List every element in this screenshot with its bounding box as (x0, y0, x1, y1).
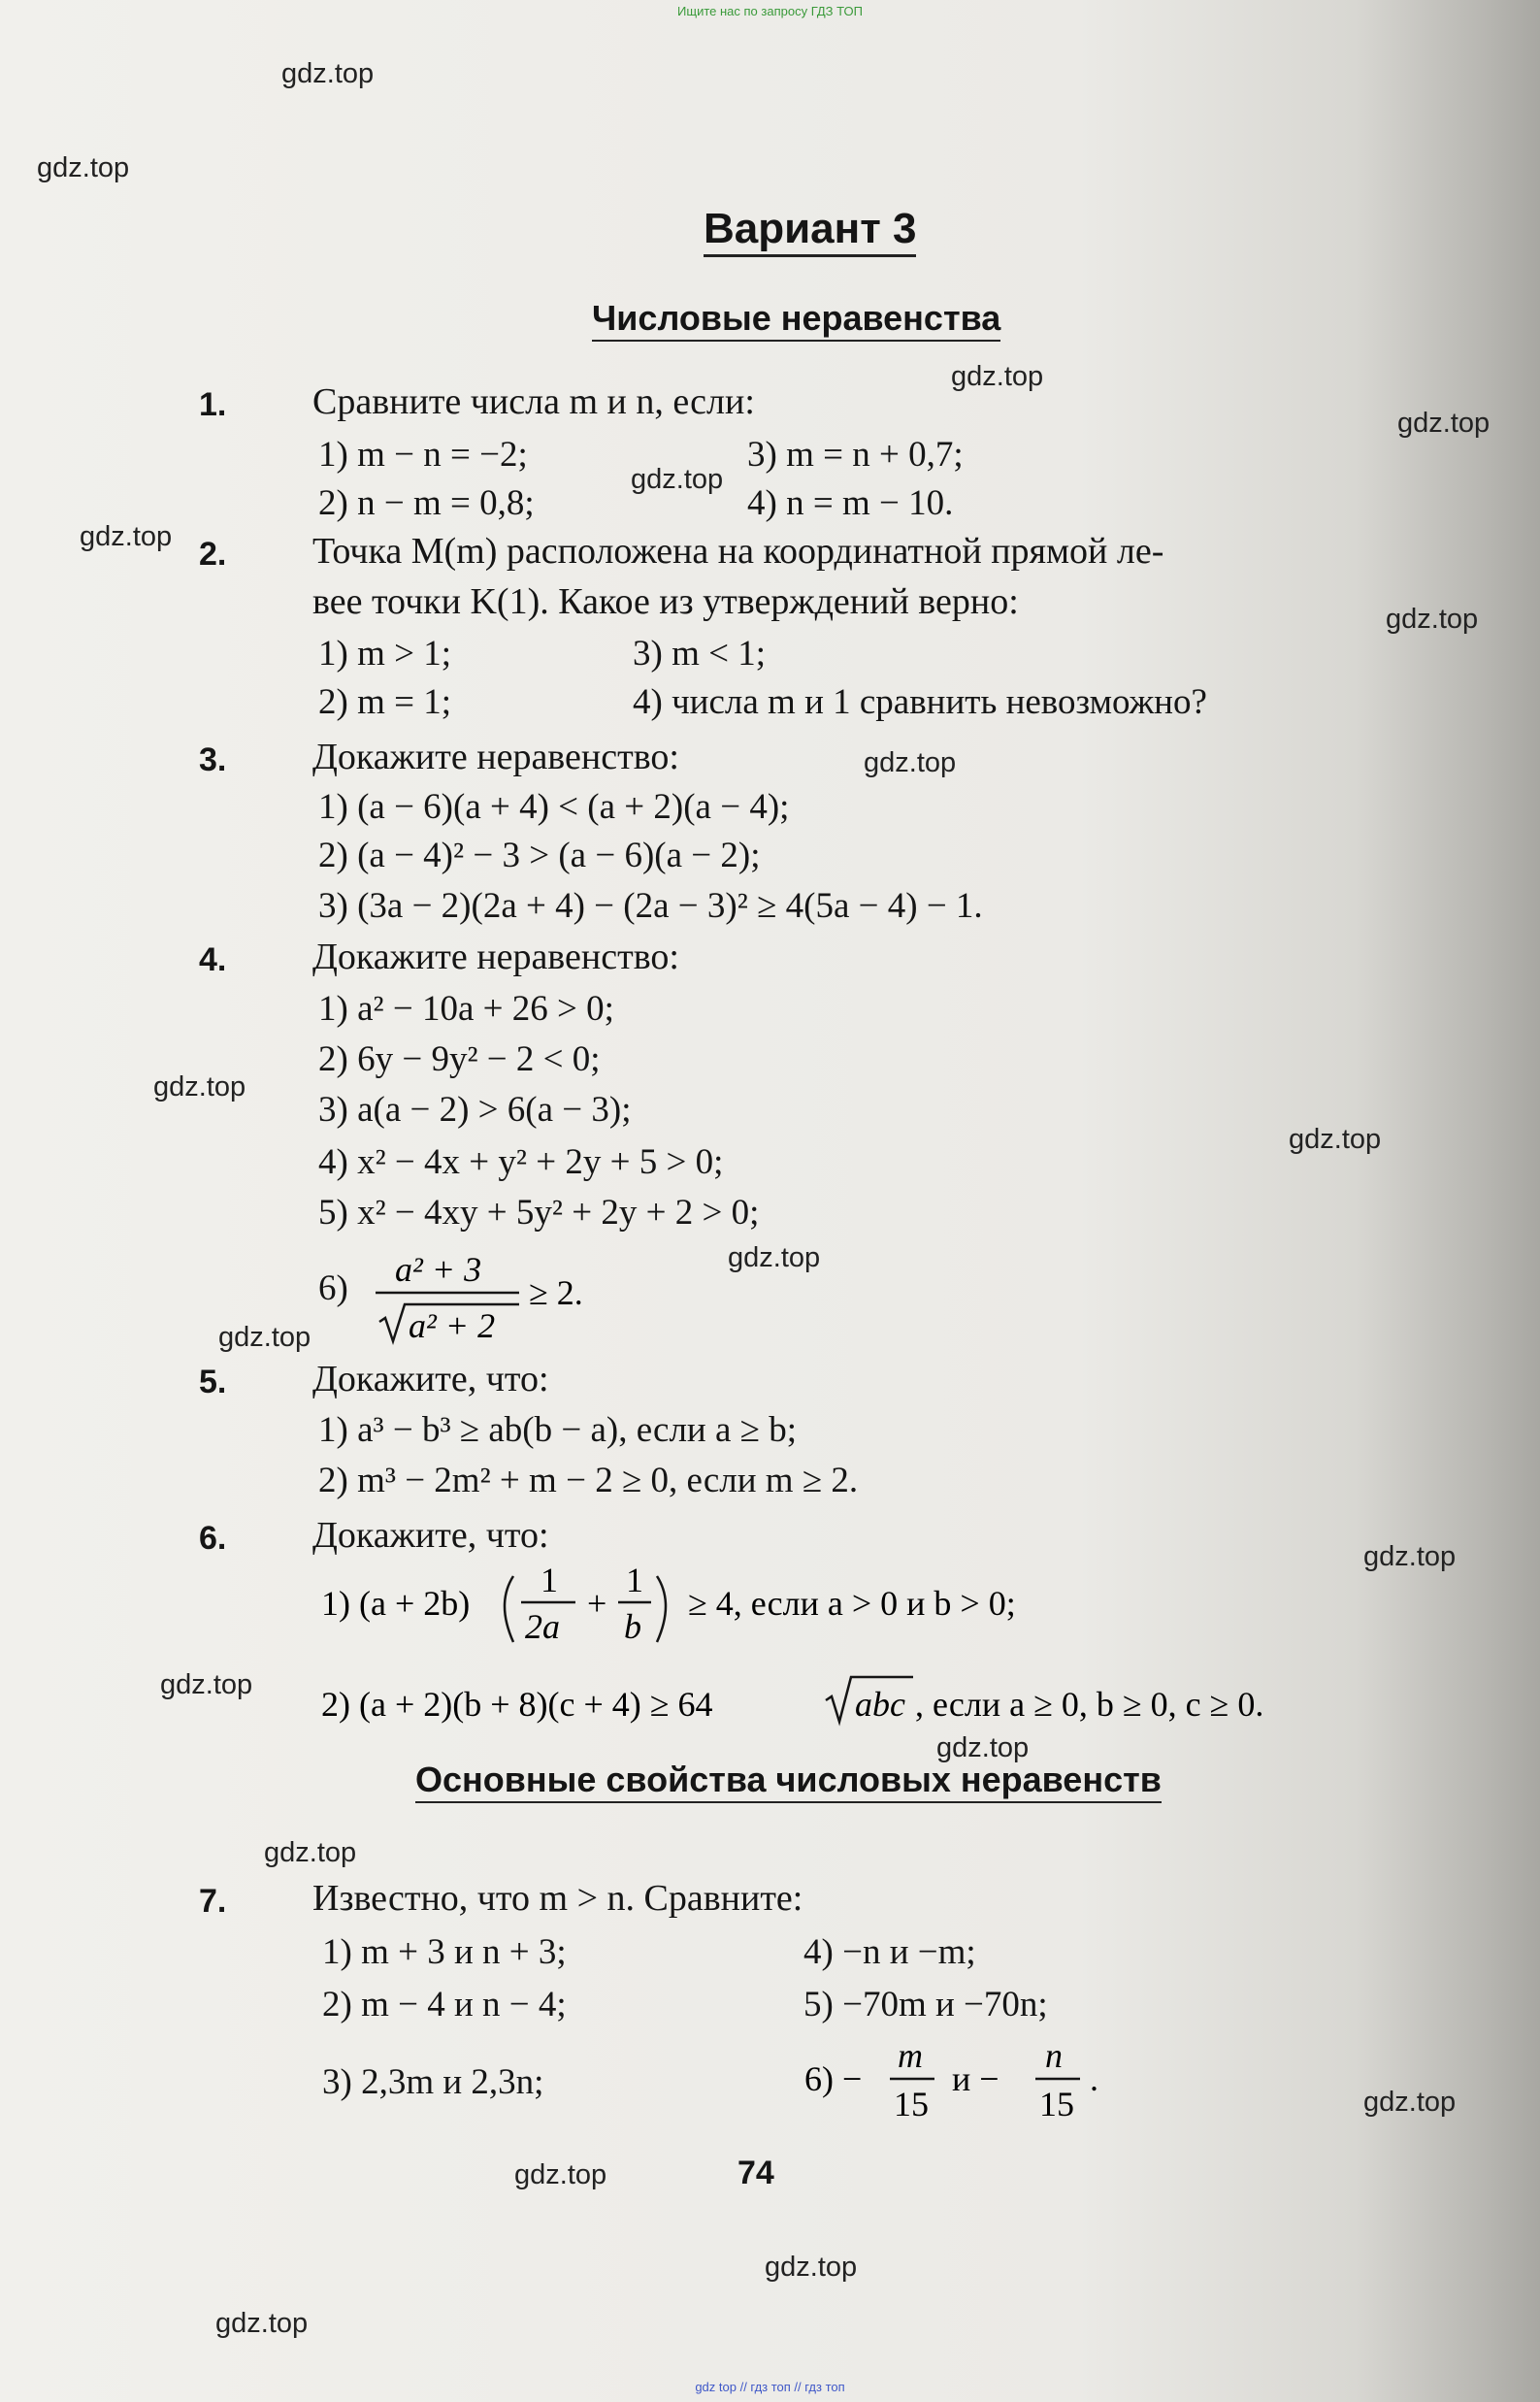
task-item: 2) (a − 4)² − 3 > (a − 6)(a − 2); (318, 836, 761, 875)
expr-end: . (1090, 2059, 1098, 2098)
task-item: 1) m − n = −2; (318, 435, 528, 475)
expr-head: 2) (a + 2)(b + 8)(c + 4) ≥ 64 (321, 1685, 713, 1724)
task-item: 1) m > 1; (318, 634, 451, 674)
task-statement: Докажите, что: (312, 1359, 549, 1399)
task-item: 3) m < 1; (633, 634, 766, 674)
bottom-note: gdz top // гдз топ // гдз топ (695, 2380, 845, 2394)
task-item: 3) (3a − 2)(2a + 4) − (2a − 3)² ≥ 4(5a − 4) − 1. (318, 886, 983, 926)
task-statement: Докажите, что: (312, 1515, 549, 1556)
watermark: gdz.top (951, 361, 1044, 392)
watermark: gdz.top (1289, 1124, 1382, 1155)
watermark: gdz.top (264, 1837, 357, 1868)
section-heading: Числовые неравенства (592, 297, 1000, 342)
task-item: 5) −70m и −70n; (803, 1985, 1048, 2024)
section-heading: Основные свойства числовых неравенств (415, 1759, 1162, 1803)
fraction-numerator: a² + 3 (395, 1250, 482, 1289)
task-item: 1) a² − 10a + 26 > 0; (318, 989, 614, 1029)
right-paren (657, 1576, 666, 1642)
task-item: 2) m³ − 2m² + m − 2 ≥ 0, если m ≥ 2. (318, 1461, 859, 1500)
task-statement: Сравните числа m и n, если: (312, 381, 755, 422)
watermark: gdz.top (765, 2252, 858, 2283)
task-number: 1. (199, 386, 227, 423)
fraction-tail: ≥ 2. (529, 1273, 583, 1312)
watermark: gdz.top (153, 1071, 246, 1102)
task-item: 2) n − m = 0,8; (318, 483, 535, 523)
expr-head: 6) − (804, 2059, 863, 2098)
task-number: 2. (199, 536, 227, 573)
fraction-numerator: m (898, 2036, 923, 2075)
task-item: 4) −n и −m; (803, 1932, 976, 1972)
task-number: 6. (199, 1520, 227, 1557)
fraction-numerator: 1 (541, 1561, 558, 1599)
fraction-numerator: n (1045, 2036, 1063, 2075)
task-number: 4. (199, 941, 227, 978)
task-item: 4) x² − 4x + y² + 2y + 5 > 0; (318, 1142, 724, 1182)
inequality-7-6 (801, 2026, 1286, 2133)
task-statement: Докажите неравенство: (312, 737, 679, 777)
plus-sign: + (587, 1584, 607, 1623)
watermark: gdz.top (1363, 2087, 1457, 2118)
task-number: 7. (199, 1883, 227, 1920)
task-statement: Докажите неравенство: (312, 937, 679, 977)
page-title: Вариант 3 (704, 204, 916, 257)
fraction-expression (374, 1244, 587, 1353)
top-note: Ищите нас по запросу ГДЗ ТОП (677, 4, 863, 18)
watermark: gdz.top (728, 1242, 821, 1273)
fraction-denominator: 2a (525, 1607, 560, 1646)
page-number: 74 (737, 2155, 774, 2191)
task-item: 3) m = n + 0,7; (747, 435, 964, 475)
task-item: 2) 6y − 9y² − 2 < 0; (318, 1039, 601, 1079)
watermark: gdz.top (1386, 604, 1479, 635)
watermark: gdz.top (1397, 408, 1491, 439)
expr-head: 1) (a + 2b) (321, 1584, 471, 1623)
task-statement: Точка M(m) расположена на координатной прямой ле- (312, 531, 1164, 572)
task-statement: вее точки K(1). Какое из утверждений верно: (312, 581, 1019, 622)
fraction-numerator: 1 (626, 1561, 643, 1599)
task-number: 5. (199, 1364, 227, 1400)
fraction-denominator: b (624, 1607, 641, 1646)
inequality-6-1 (315, 1549, 1286, 1656)
watermark: gdz.top (864, 747, 957, 778)
watermark: gdz.top (936, 1732, 1030, 1763)
sqrt-radicand: abc (855, 1685, 905, 1724)
task-item: 4) n = m − 10. (747, 483, 954, 523)
task-item: 4) числа m и 1 сравнить невозможно? (633, 682, 1207, 722)
task-item: 1) m + 3 и n + 3; (322, 1932, 567, 1972)
task-item: 3) a(a − 2) > 6(a − 3); (318, 1090, 632, 1130)
task-statement: Известно, что m > n. Сравните: (312, 1878, 803, 1919)
expr-tail: , если a ≥ 0, b ≥ 0, c ≥ 0. (915, 1685, 1264, 1724)
fraction-denominator: 15 (1039, 2085, 1074, 2123)
task-item: 6) (318, 1268, 348, 1308)
task-item: 2) m − 4 и n − 4; (322, 1985, 567, 2024)
task-item: 5) x² − 4xy + 5y² + 2y + 2 > 0; (318, 1193, 760, 1233)
task-item: 3) 2,3m и 2,3n; (322, 2062, 544, 2102)
watermark: gdz.top (281, 58, 375, 89)
left-paren (505, 1576, 513, 1642)
watermark: gdz.top (218, 1322, 311, 1353)
expr-mid: и − (952, 2059, 999, 2098)
inequality-6-2 (315, 1667, 1480, 1735)
watermark: gdz.top (160, 1669, 253, 1700)
task-item: 1) (a − 6)(a + 4) < (a + 2)(a − 4); (318, 787, 790, 827)
fraction-denominator: a² + 2 (409, 1306, 496, 1345)
watermark: gdz.top (80, 521, 173, 552)
watermark: gdz.top (37, 152, 130, 183)
expr-tail: ≥ 4, если a > 0 и b > 0; (688, 1584, 1016, 1623)
task-item: 1) a³ − b³ ≥ ab(b − a), если a ≥ b; (318, 1410, 797, 1450)
task-number: 3. (199, 741, 227, 778)
watermark: gdz.top (631, 464, 724, 495)
watermark: gdz.top (215, 2308, 309, 2339)
task-item: 2) m = 1; (318, 682, 451, 722)
watermark: gdz.top (514, 2159, 607, 2190)
fraction-denominator: 15 (894, 2085, 929, 2123)
watermark: gdz.top (1363, 1541, 1457, 1572)
